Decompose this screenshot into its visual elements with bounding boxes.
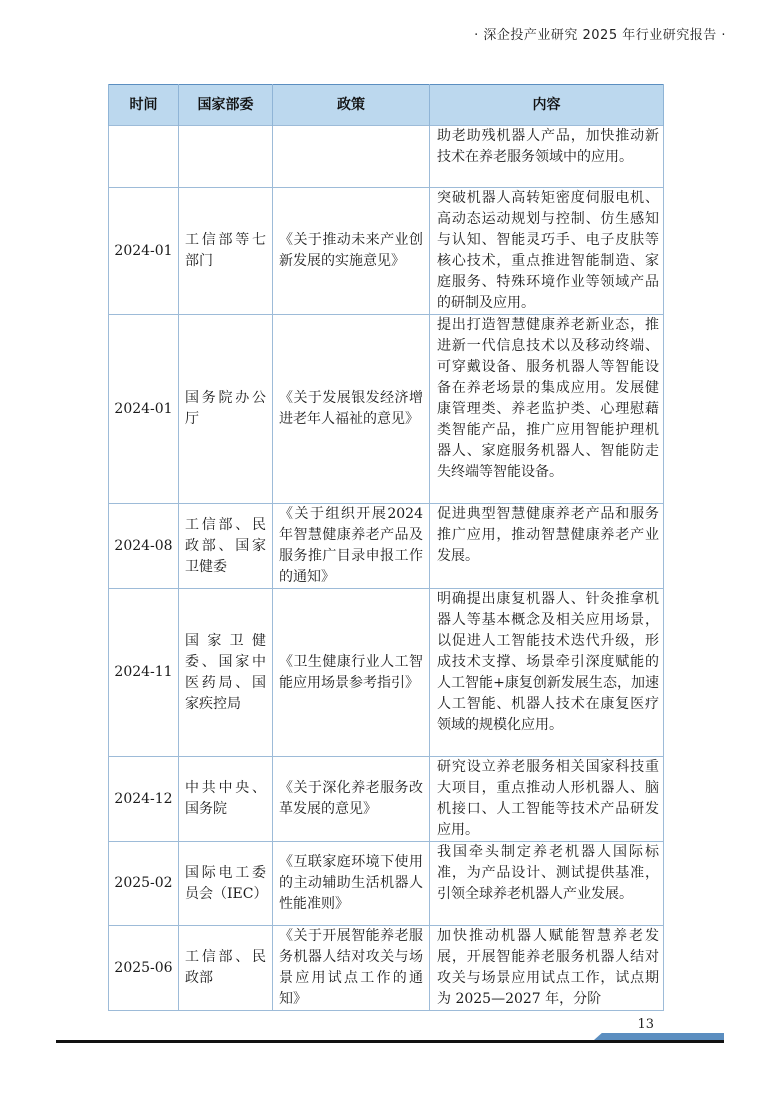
cell-time xyxy=(109,126,179,188)
cell-department: 中共中央、国务院 xyxy=(179,757,273,842)
cell-department: 工信部、民政部、国家卫健委 xyxy=(179,504,273,589)
cell-content: 助老助残机器人产品，加快推动新技术在养老服务领域中的应用。 xyxy=(430,126,664,188)
cell-policy: 《关于发展银发经济增进老年人福祉的意见》 xyxy=(273,315,430,504)
cell-content: 明确提出康复机器人、针灸推拿机器人等基本概念及相关应用场景，以促进人工智能技术迭代升级，形成技术支撑、场景牵引深度赋能的人工智能+康复创新发展生态，加速人工智能、机器人技术在康复医疗领域的规模化应用。 xyxy=(430,589,664,757)
column-header-policy: 政策 xyxy=(273,85,430,126)
table-row xyxy=(109,126,664,188)
cell-policy: 《互联家庭环境下使用的主动辅助生活机器人性能准则》 xyxy=(273,842,430,926)
policy-table-container xyxy=(108,84,663,1011)
table-row xyxy=(109,842,664,926)
table-row xyxy=(109,757,664,842)
table-row xyxy=(109,315,664,504)
cell-policy: 《关于深化养老服务改革发展的意见》 xyxy=(273,757,430,842)
policy-table xyxy=(108,84,664,1011)
cell-policy: 《关于组织开展2024 年智慧健康养老产品及服务推广目录申报工作的通知》 xyxy=(273,504,430,589)
report-header: · 深企投产业研究 2025 年行业研究报告 · xyxy=(474,28,726,43)
table-header xyxy=(109,85,664,126)
cell-department: 工信部、民政部 xyxy=(179,926,273,1011)
cell-policy: 《卫生健康行业人工智能应用场景参考指引》 xyxy=(273,589,430,757)
cell-policy: 《关于开展智能养老服务机器人结对攻关与场景应用试点工作的通知》 xyxy=(273,926,430,1011)
cell-time: 2024-11 xyxy=(109,589,179,757)
cell-content: 促进典型智慧健康养老产品和服务推广应用，推动智慧健康养老产业发展。 xyxy=(430,504,664,589)
page-number: 13 xyxy=(637,1017,654,1032)
cell-content: 我国牵头制定养老机器人国际标准，为产品设计、测试提供基准，引领全球养老机器人产业发展。 xyxy=(430,842,664,926)
footer-rule xyxy=(56,1040,724,1043)
column-header-department: 国家部委 xyxy=(179,85,273,126)
table-row xyxy=(109,504,664,589)
cell-time: 2024-01 xyxy=(109,315,179,504)
table-body xyxy=(109,126,664,1011)
cell-time: 2024-08 xyxy=(109,504,179,589)
cell-time: 2025-06 xyxy=(109,926,179,1011)
cell-department: 工信部等七部门 xyxy=(179,188,273,315)
cell-department: 国家卫健委、国家中医药局、国家疾控局 xyxy=(179,589,273,757)
cell-content: 加快推动机器人赋能智慧养老发展，开展智能养老服务机器人结对攻关与场景应用试点工作，试点期为 2025—2027 年，分阶 xyxy=(430,926,664,1011)
cell-department xyxy=(179,126,273,188)
cell-department: 国际电工委员会（IEC） xyxy=(179,842,273,926)
cell-policy xyxy=(273,126,430,188)
cell-time: 2025-02 xyxy=(109,842,179,926)
cell-content: 提出打造智慧健康养老新业态，推进新一代信息技术以及移动终端、可穿戴设备、服务机器人等智能设备在养老场景的集成应用。发展健康管理类、养老监护类、心理慰藉类智能产品，推广应用智能护理机器人、家庭服务机器人、智能防走失终端等智能设备。 xyxy=(430,315,664,504)
cell-policy: 《关于推动未来产业创新发展的实施意见》 xyxy=(273,188,430,315)
cell-content: 研究设立养老服务相关国家科技重大项目，重点推动人形机器人、脑机接口、人工智能等技术产品研发应用。 xyxy=(430,757,664,842)
column-header-time: 时间 xyxy=(109,85,179,126)
cell-time: 2024-12 xyxy=(109,757,179,842)
table-row xyxy=(109,589,664,757)
table-row xyxy=(109,926,664,1011)
cell-department: 国务院办公厅 xyxy=(179,315,273,504)
footer-accent-bar xyxy=(594,1033,724,1040)
cell-time: 2024-01 xyxy=(109,188,179,315)
table-row xyxy=(109,188,664,315)
cell-content: 突破机器人高转矩密度伺服电机、高动态运动规划与控制、仿生感知与认知、智能灵巧手、电子皮肤等核心技术，重点推进智能制造、家庭服务、特殊环境作业等领域产品的研制及应用。 xyxy=(430,188,664,315)
column-header-content: 内容 xyxy=(430,85,664,126)
